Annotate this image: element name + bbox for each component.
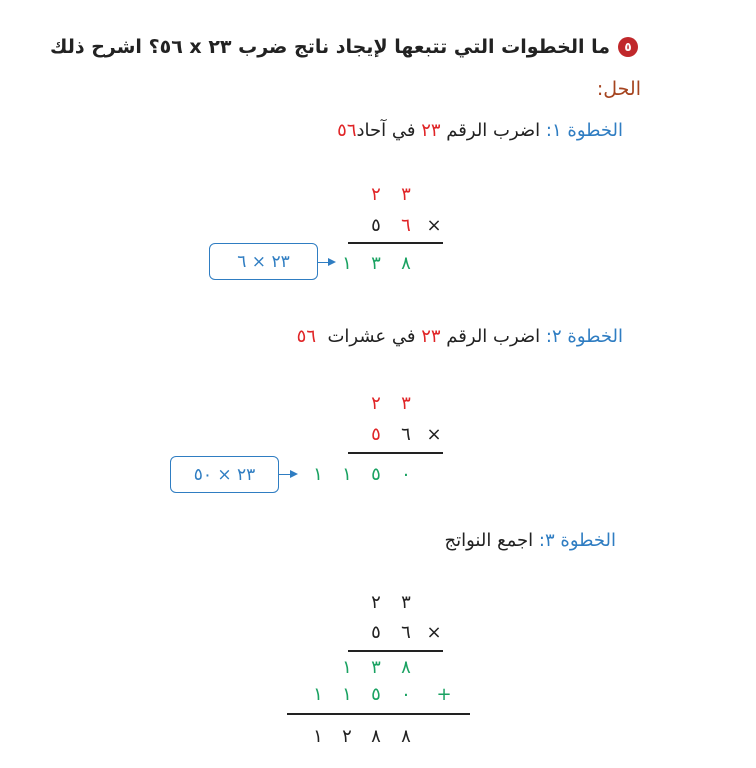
digit: ٥	[371, 215, 381, 236]
digit: ١	[313, 464, 323, 485]
divider-line	[348, 452, 443, 454]
step-1-label: الخطوة ١:	[545, 120, 623, 141]
step-3-text: اجمع النواتج	[444, 530, 534, 551]
step-1-highlight-number-2: ٥٦	[337, 120, 357, 141]
digit: ٣	[401, 592, 411, 613]
digit: ١	[342, 684, 352, 705]
step-3-label: الخطوة ٣:	[538, 530, 616, 551]
digit: ٢	[371, 592, 381, 613]
plus-sign: +	[436, 684, 452, 705]
digit: ٥	[371, 464, 381, 485]
digit: ٣	[401, 184, 411, 205]
total-divider-line	[287, 713, 470, 715]
step-1-note-box	[209, 243, 318, 280]
arrow-icon	[279, 474, 296, 475]
times-sign: ×	[426, 424, 442, 445]
digit: ٦	[401, 424, 411, 445]
digit: ٥	[371, 684, 381, 705]
step-2-label: الخطوة ٢:	[545, 326, 623, 347]
digit: ٣	[371, 253, 381, 274]
digit: ٣	[401, 393, 411, 414]
step-3-heading	[445, 530, 617, 551]
question-number-badge: ٥	[618, 37, 638, 57]
digit: ٠	[401, 464, 411, 485]
digit: ٠	[401, 684, 411, 705]
step-2-highlight-number-2: ٥٦	[296, 326, 317, 347]
digit: ٥	[371, 424, 381, 445]
step-1-note: ٢٣ × ٦	[237, 251, 290, 272]
times-sign: ×	[426, 622, 442, 643]
digit: ٨	[401, 657, 411, 678]
digit: ٨	[401, 726, 411, 747]
digit: ١	[342, 464, 352, 485]
times-sign: ×	[426, 215, 442, 236]
question	[50, 36, 638, 58]
step-2-text-middle: في عشرات	[327, 326, 416, 347]
step-2-note: ٢٣ × ٥٠	[193, 464, 256, 485]
digit: ١	[342, 253, 352, 274]
step-2-heading	[297, 326, 623, 347]
step-2-text-before: اضرب الرقم	[446, 326, 541, 347]
step-1-highlight-number: ٢٣	[421, 120, 441, 141]
digit: ٣	[371, 657, 381, 678]
step-1-text-before: اضرب الرقم	[446, 120, 541, 141]
step-1-heading	[337, 120, 623, 141]
step-1-text-middle: في آحاد	[356, 120, 416, 141]
digit: ١	[313, 726, 323, 747]
digit: ٦	[401, 622, 411, 643]
digit: ١	[342, 657, 352, 678]
solution-label: الحل:	[596, 78, 641, 100]
question-text: ما الخطوات التي تتبعها لإيجاد ناتج ضرب ٢٣ x ٥٦؟ اشرح ذلك	[50, 36, 610, 58]
digit: ٢	[371, 184, 381, 205]
digit: ١	[313, 684, 323, 705]
divider-line	[348, 650, 443, 652]
step-2-note-box	[170, 456, 279, 493]
digit: ٨	[401, 253, 411, 274]
divider-line	[348, 242, 443, 244]
step-2-highlight-number: ٢٣	[421, 326, 441, 347]
arrow-icon	[317, 262, 334, 263]
digit: ٥	[371, 622, 381, 643]
digit: ٦	[401, 215, 411, 236]
digit: ٨	[371, 726, 381, 747]
digit: ٢	[371, 393, 381, 414]
digit: ٢	[342, 726, 352, 747]
